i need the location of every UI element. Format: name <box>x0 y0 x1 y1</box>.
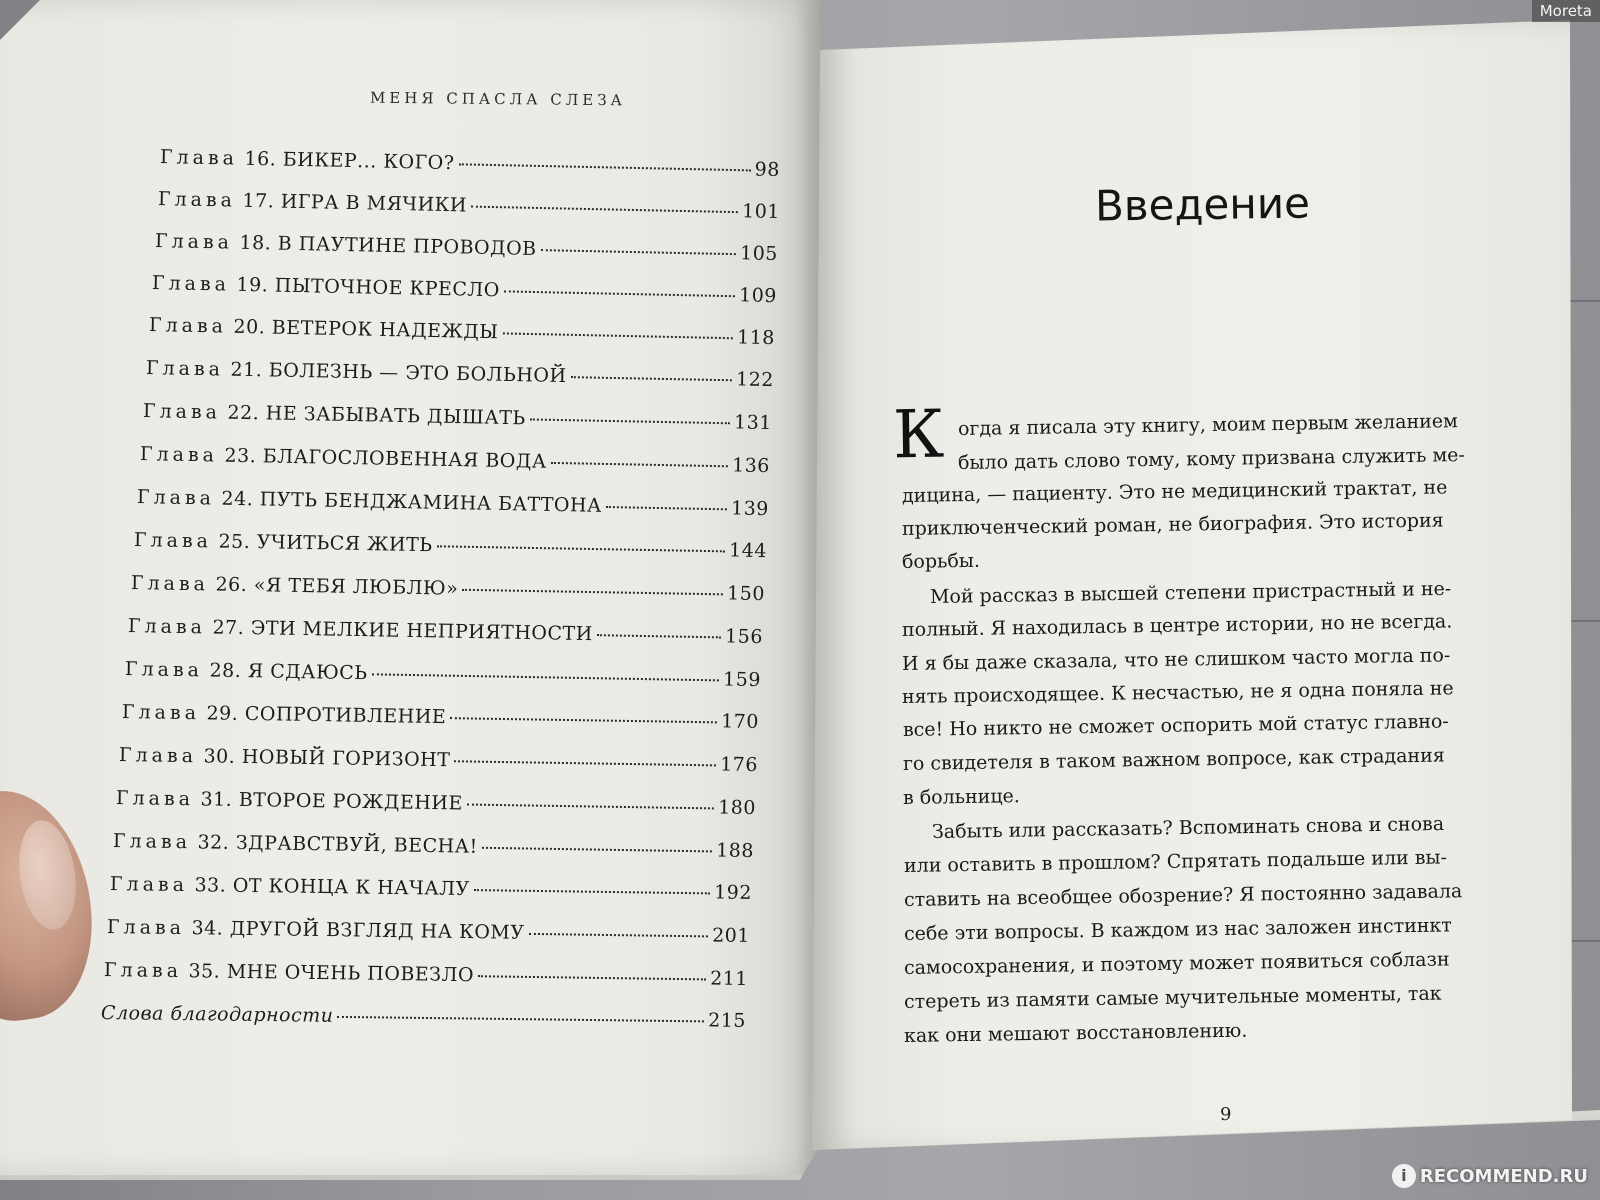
toc-entry-page: 170 <box>720 710 760 734</box>
watermark-site <box>1392 1164 1588 1188</box>
body-line: или оставить в прошлом? Спрятать подальше или вы- <box>903 846 1448 877</box>
watermark-author: Moreta <box>1532 0 1600 22</box>
toc-entry-label: 29. СОПРОТИВЛЕНИЕ <box>206 702 447 729</box>
toc-entry-label: 34. ДРУГОЙ ВЗГЛЯД НА КОМУ <box>191 917 525 944</box>
toc-entry-label: 22. НЕ ЗАБЫВАТЬ ДЫШАТЬ <box>227 401 526 430</box>
toc-entry-label: 24. ПУТЬ БЕНДЖАМИНА БАТТОНА <box>221 487 603 517</box>
toc-entry-page: 156 <box>724 625 764 649</box>
toc-entry-label: 28. Я СДАЮСЬ <box>209 659 368 685</box>
body-line: И я бы даже сказала, что не слишком часто могла по- <box>901 644 1451 675</box>
toc-entry-label: 35. МНЕ ОЧЕНЬ ПОВЕЗЛО <box>188 960 475 987</box>
toc-entry-label: 20. ВЕТЕРОК НАДЕЖДЫ <box>233 315 499 344</box>
body-line: го свидетеля в таком важном вопросе, как страдания <box>902 744 1445 775</box>
toc-entry-word: Глава <box>133 529 213 553</box>
toc-entry-word: Глава <box>106 916 186 940</box>
body-line: дицина, — пациенту. Это не медицинский трактат, не <box>901 476 1448 507</box>
toc-entry-label: 18. В ПАУТИНЕ ПРОВОДОВ <box>239 231 537 260</box>
toc-entry-page: 139 <box>730 497 770 521</box>
toc-entry-page: 215 <box>708 1009 747 1032</box>
toc-entry-word: Глава <box>145 357 225 381</box>
body-line: огда я писала эту книгу, моим первым желанием <box>957 410 1459 440</box>
toc-entry-word: Глава <box>151 272 231 296</box>
toc-entry-word: Глава <box>127 615 207 639</box>
body-line: себе эти вопросы. В каждом из нас заложен инстинкт <box>903 914 1453 945</box>
body-line: было дать слово тому, кому призвана служить ме- <box>957 444 1466 474</box>
toc-entry-label: 26. «Я ТЕБЯ ЛЮБЛЮ» <box>215 573 459 600</box>
toc-entry-label: 16. БИКЕР... КОГО? <box>244 147 455 175</box>
toc-entry-word: Глава <box>112 830 192 854</box>
toc-entry-word: Глава <box>154 230 234 254</box>
body-line: Забыть или рассказать? Вспоминать снова и снова <box>931 812 1445 843</box>
toc-entry-page: 144 <box>728 539 768 563</box>
toc-entry-label: 32. ЗДРАВСТВУЙ, ВЕСНА! <box>197 831 478 858</box>
toc-entry-word: Глава <box>159 146 239 170</box>
toc-entry-word: Глава <box>109 873 189 897</box>
toc-entry-word: Глава <box>142 400 222 424</box>
toc-entry-label: 19. ПЫТОЧНОЕ КРЕСЛО <box>236 273 501 302</box>
toc-entry-label: 27. ЭТИ МЕЛКИЕ НЕПРИЯТНОСТИ <box>212 616 593 646</box>
toc-entry-page: 131 <box>733 411 773 435</box>
toc-entry-page: 136 <box>731 454 771 478</box>
toc-entry-label: 31. ВТОРОЕ РОЖДЕНИЕ <box>200 788 463 815</box>
toc-entry-page: 188 <box>715 839 755 863</box>
toc-entry-page: 150 <box>726 582 766 606</box>
body-line: борьбы. <box>901 549 981 573</box>
toc-entry-word: Глава <box>103 959 183 983</box>
toc-entry-page: 101 <box>741 200 781 224</box>
toc-entry-page: 159 <box>722 668 762 692</box>
toc-entry-word: Глава <box>118 744 198 768</box>
toc-entry-label: Слова благодарности <box>100 1002 334 1027</box>
toc-entry-page: 118 <box>736 326 776 350</box>
toc-entry-page: 192 <box>714 881 753 904</box>
toc-entry-word: Глава <box>148 314 228 338</box>
toc-entry-page: 98 <box>754 158 781 181</box>
toc-entry-page: 109 <box>738 284 778 308</box>
toc-entry-page: 105 <box>739 242 779 266</box>
body-line: в больнице. <box>902 785 1021 809</box>
toc-entry-page: 176 <box>719 753 759 777</box>
toc-entry-page: 122 <box>735 368 775 392</box>
chapter-title: Введение <box>1094 178 1311 231</box>
toc-entry-word: Глава <box>121 701 201 725</box>
toc-entry-word: Глава <box>124 658 204 682</box>
toc-entry-page: 180 <box>717 796 757 820</box>
page-number: 9 <box>1220 1104 1232 1125</box>
toc-entry-page: 211 <box>710 967 749 990</box>
toc-entry-label: 17. ИГРА В МЯЧИКИ <box>242 189 468 217</box>
body-line: Мой рассказ в высшей степени пристрастный и не- <box>929 577 1452 608</box>
toc-entry-label: 25. УЧИТЬСЯ ЖИТЬ <box>218 530 433 557</box>
drop-cap: К <box>892 395 945 474</box>
toc-entry-word: Глава <box>157 188 237 212</box>
body-line: нять происходящее. К несчастью, не я одна поняла не <box>901 677 1454 708</box>
body-line: все! Но никто не сможет оспорить мой статус главно- <box>902 710 1449 741</box>
body-line: как они мешают восстановлению. <box>903 1019 1248 1047</box>
body-line: приключенческий роман, не биография. Это история <box>901 509 1444 540</box>
running-head: МЕНЯ СПАСЛА СЛЕЗА <box>369 88 627 110</box>
toc-entry-label: 21. БОЛЕЗНЬ — ЭТО БОЛЬНОЙ <box>230 358 567 388</box>
watermark-logo-icon: i <box>1392 1164 1416 1188</box>
toc-entry-page: 201 <box>712 924 751 947</box>
body-line: ставить на всеобщее обозрение? Я постоянно задавала <box>903 880 1463 911</box>
toc-entry-word: Глава <box>136 486 216 510</box>
watermark-site-text: RECOMMEND.RU <box>1419 1165 1588 1187</box>
body-line: самосохранения, и поэтому может появиться соблазн <box>903 948 1450 979</box>
toc-entry-word: Глава <box>115 787 195 811</box>
toc-entry-label: 23. БЛАГОСЛОВЕННАЯ ВОДА <box>224 444 547 473</box>
toc-entry-label: 30. НОВЫЙ ГОРИЗОНТ <box>203 745 451 772</box>
toc-entry-word: Глава <box>139 443 219 467</box>
body-line: стереть из памяти самые мучительные моменты, так <box>903 982 1442 1013</box>
toc-entry-word: Глава <box>130 572 210 596</box>
body-line: полный. Я находилась в центре истории, но не всегда. <box>901 610 1453 641</box>
toc-entry-label: 33. ОТ КОНЦА К НАЧАЛУ <box>194 874 470 901</box>
